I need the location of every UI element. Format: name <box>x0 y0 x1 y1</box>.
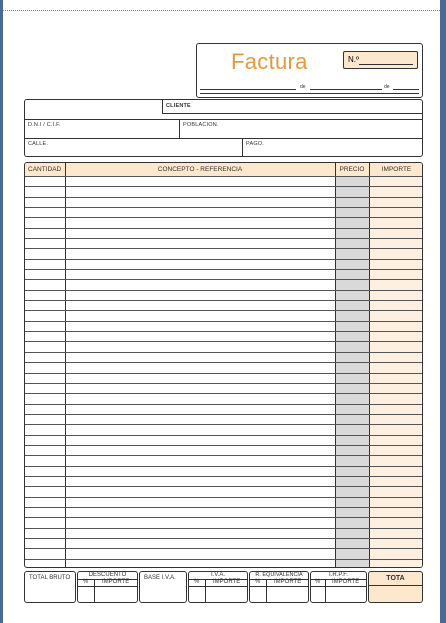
table-row <box>25 352 422 353</box>
table-row <box>25 538 422 539</box>
col-precio: PRECIO <box>339 166 365 173</box>
iva-label: I.V.A. <box>210 572 226 578</box>
invoice-number-line <box>359 64 413 65</box>
date-year-line <box>393 89 419 90</box>
table-row <box>25 507 422 508</box>
recargo-pct: % <box>255 579 261 585</box>
invoice-sheet <box>3 0 440 623</box>
date-month-line <box>310 89 382 90</box>
date-day-line <box>200 89 296 90</box>
base-iva-label: BASE I.V.A. <box>144 575 176 581</box>
iva-pct: % <box>194 579 200 585</box>
table-row <box>25 424 422 425</box>
table-row <box>25 476 422 477</box>
descuento-label: DESCUENTO <box>88 572 127 578</box>
perforation-line <box>3 10 440 11</box>
descuento-pct: % <box>83 579 89 585</box>
irpf-importe: IMPORTE <box>332 579 360 585</box>
table-row <box>25 331 422 332</box>
recargo-box <box>249 571 309 603</box>
table-row <box>25 528 422 529</box>
table-row <box>25 290 422 291</box>
invoice-title: Factura <box>231 49 308 74</box>
table-row <box>25 207 422 208</box>
table-row <box>25 435 422 436</box>
irpf-box <box>310 571 367 603</box>
table-row <box>25 517 422 518</box>
recargo-label: R. EQUIVALENCIA <box>255 572 303 578</box>
total-bruto-label: TOTAL BRUTO <box>29 575 71 581</box>
total-bruto-box <box>24 571 76 603</box>
base-iva-box <box>139 571 187 603</box>
date-de-2: de <box>384 84 390 90</box>
dni-label: D.N.I / C.I.F. <box>28 122 61 128</box>
cliente-label: CLIENTE <box>166 103 191 109</box>
table-row <box>25 445 422 446</box>
descuento-box <box>77 571 138 603</box>
iva-importe: IMPORTE <box>213 579 241 585</box>
descuento-importe: IMPORTE <box>102 579 130 585</box>
table-row <box>25 393 422 394</box>
poblacion-label: POBLACION. <box>183 122 219 128</box>
date-underline <box>200 93 419 94</box>
irpf-label: I.R.P.F. <box>329 572 348 578</box>
recargo-importe: IMPORTE <box>274 579 302 585</box>
table-row <box>25 197 422 198</box>
table-row <box>25 559 422 560</box>
table-row <box>25 259 422 260</box>
col-concepto: CONCEPTO - REFERENCIA <box>157 166 243 173</box>
table-row <box>25 486 422 487</box>
table-row <box>25 238 422 239</box>
total-box <box>368 571 423 603</box>
table-row <box>25 362 422 363</box>
irpf-pct: % <box>315 579 321 585</box>
iva-box <box>188 571 248 603</box>
table-row <box>25 300 422 301</box>
precio-column-bg <box>335 176 369 567</box>
table-row <box>25 228 422 229</box>
table-row <box>25 548 422 549</box>
table-row <box>25 466 422 467</box>
line-items-table <box>24 162 423 568</box>
table-row <box>25 497 422 498</box>
pago-label: PAGO. <box>246 141 265 147</box>
table-row <box>25 321 422 322</box>
table-row <box>25 455 422 456</box>
col-importe: IMPORTE <box>381 166 412 173</box>
date-de-1: de <box>300 84 306 90</box>
table-row <box>25 176 422 177</box>
total-label: TOTA <box>386 575 405 582</box>
invoice-number-label: N.º <box>348 55 359 64</box>
table-row <box>25 310 422 311</box>
table-row <box>25 373 422 374</box>
table-row <box>25 341 422 342</box>
table-row <box>25 383 422 384</box>
table-row <box>25 414 422 415</box>
col-cantidad: CANTIDAD <box>28 166 62 173</box>
table-row <box>25 248 422 249</box>
calle-label: CALLE. <box>28 141 49 147</box>
importe-column-bg <box>369 176 422 567</box>
client-box <box>24 99 423 157</box>
table-row <box>25 404 422 405</box>
table-row <box>25 217 422 218</box>
table-row <box>25 279 422 280</box>
table-row <box>25 186 422 187</box>
table-row <box>25 269 422 270</box>
